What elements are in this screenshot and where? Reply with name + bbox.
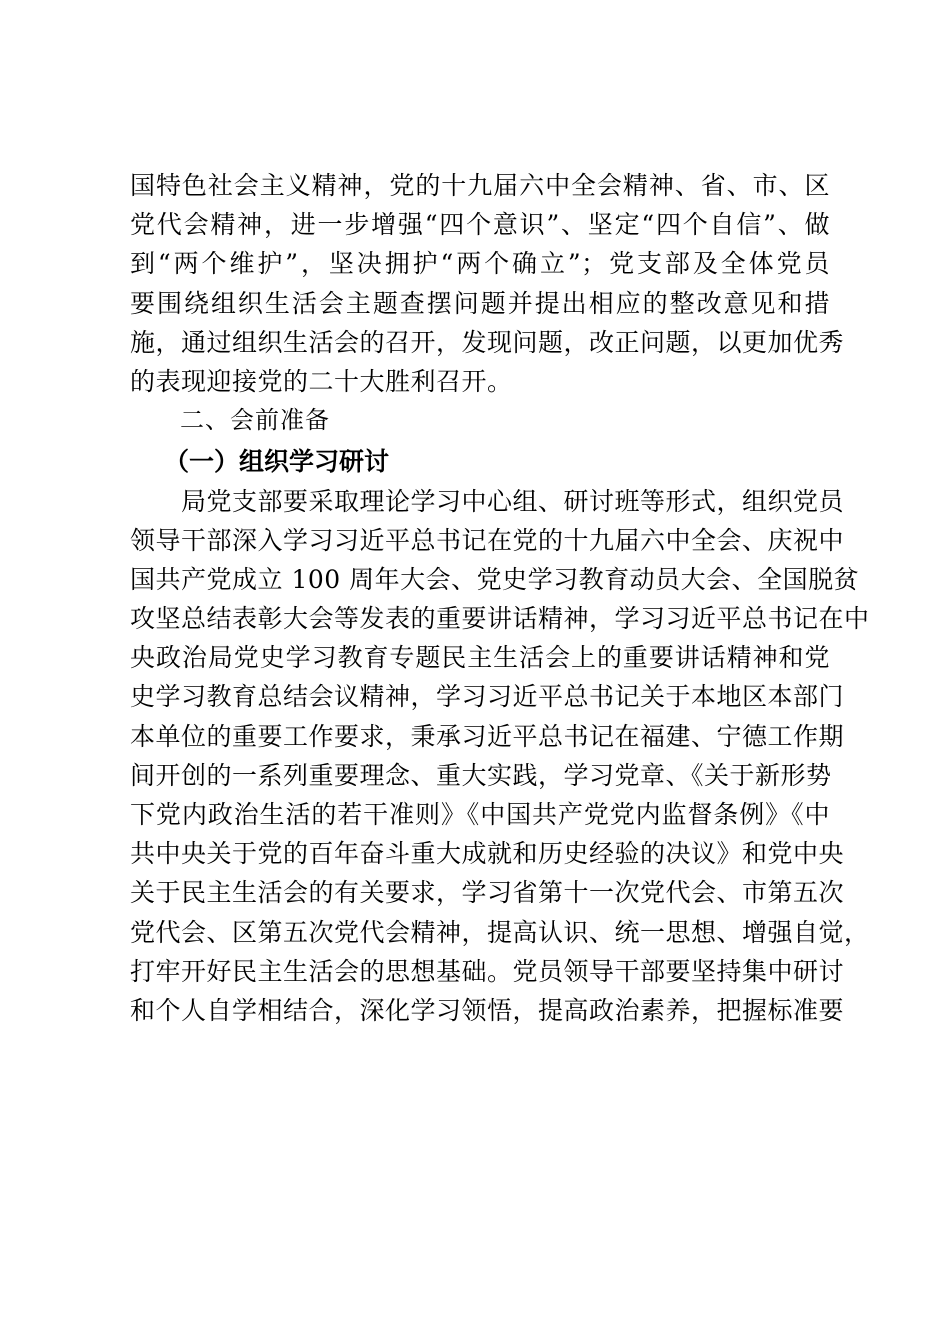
paragraph-line: 到“两个维护”，坚决拥护“两个确立”；党支部及全体党员 [130,249,830,279]
intro-paragraph [130,166,845,401]
paragraph-line: 局党支部要采取理论学习中心组、研讨班等形式，组织党员 [130,486,845,516]
paragraph-line: 国特色社会主义精神，党的十九届六中全会精神、省、市、区 [130,171,830,200]
paragraph-line: 的表现迎接党的二十大胜利召开。 [130,366,513,396]
paragraph-line: 间开创的一系列重要理念、重大实践，学习党章、《关于新形势 [130,760,832,790]
paragraph-line: 党代会精神，进一步增强“四个意识”、坚定“四个自信”、做 [130,210,830,240]
body-paragraph [130,482,870,1031]
paragraph-line: 国共产党成立 100 周年大会、党史学习教育动员大会、全国脱贫 [130,564,860,594]
section-heading: 二、会前准备 [180,406,330,435]
paragraph-line: 共中央关于党的百年奋斗重大成就和历史经验的决议》和党中央 [130,839,845,869]
paragraph-line: 本单位的重要工作要求，秉承习近平总书记在福建、宁德工作期 [130,721,845,751]
paragraph-line: 施，通过组织生活会的召开，发现问题，改正问题，以更加优秀 [130,327,845,357]
paragraph-line: 下党内政治生活的若干准则》《中国共产党党内监督条例》《中 [130,800,830,829]
document-content [130,166,870,1030]
paragraph-line: 和个人自学相结合，深化学习领悟，提高政治素养，把握标准要 [130,995,845,1025]
subsection-heading: （一）组织学习研讨 [164,447,390,477]
paragraph-line: 关于民主生活会的有关要求，学习省第十一次党代会、市第五次 [130,878,845,908]
paragraph-line: 党代会、区第五次党代会精神，提高认识、统一思想、增强自觉， [130,917,870,947]
paragraph-line: 攻坚总结表彰大会等发表的重要讲话精神，学习习近平总书记在中 [130,604,870,634]
paragraph-line: 史学习教育总结会议精神，学习习近平总书记关于本地区本部门 [130,682,845,712]
paragraph-line: 领导干部深入学习习近平总书记在党的十九届六中全会、庆祝中 [130,525,845,555]
paragraph-line: 要围绕组织生活会主题查摆问题并提出相应的整改意见和措 [130,288,830,318]
paragraph-line: 打牢开好民主生活会的思想基础。党员领导干部要坚持集中研讨 [130,956,845,986]
paragraph-line: 央政治局党史学习教育专题民主生活会上的重要讲话精神和党 [130,643,830,673]
